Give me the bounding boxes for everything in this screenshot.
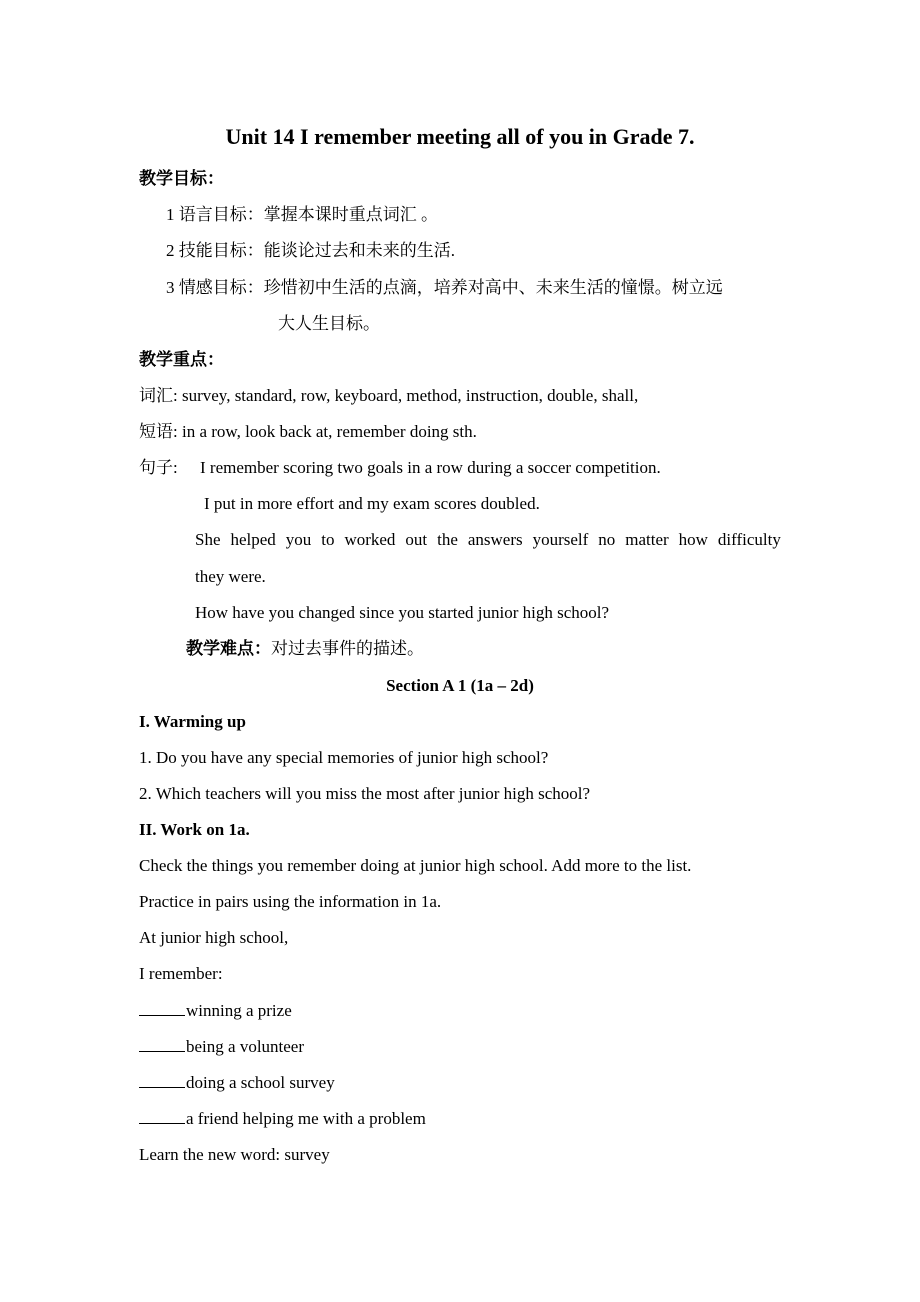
difficulty-line bbox=[186, 638, 424, 660]
warming-up-question: 2. Which teachers will you miss the most after junior high school? bbox=[139, 784, 591, 803]
sentence-item: I remember scoring two goals in a row during a soccer competition. bbox=[200, 458, 661, 477]
checklist-blank bbox=[139, 1072, 185, 1088]
document-title: Unit 14 I remember meeting all of you in Grade 7. bbox=[225, 124, 695, 149]
checklist-item bbox=[139, 1108, 426, 1130]
objective-item: 1 语言目标：掌握本课时重点词汇 。 bbox=[166, 205, 438, 224]
sentence-item-justified bbox=[195, 529, 781, 551]
sentence-word: how bbox=[678, 530, 708, 549]
sentence-word: the bbox=[437, 530, 458, 549]
sentence-word: out bbox=[405, 530, 428, 549]
sentence-word: yourself bbox=[532, 530, 589, 549]
work-on-line: Practice in pairs using the information in 1a. bbox=[139, 892, 442, 911]
sentences-label: 句子: bbox=[139, 458, 178, 477]
section-title: Section A 1 (1a – 2d) bbox=[386, 676, 534, 695]
vocab-line: 词汇: survey, standard, row, keyboard, method, instruction, double, shall, bbox=[139, 386, 639, 405]
sentence-word: to bbox=[321, 530, 335, 549]
warming-up-question: 1. Do you have any special memories of junior high school? bbox=[139, 748, 549, 767]
checklist-item-text: being a volunteer bbox=[186, 1037, 305, 1056]
checklist-blank bbox=[139, 1108, 185, 1124]
key-points-heading: 教学重点： bbox=[139, 350, 224, 369]
sentence-item: How have you changed since you started junior high school? bbox=[195, 603, 610, 622]
checklist-item bbox=[139, 1036, 304, 1058]
sentence-word: answers bbox=[467, 530, 523, 549]
checklist-item bbox=[139, 1072, 335, 1094]
warming-up-heading: I. Warming up bbox=[139, 712, 246, 731]
phrases-line: 短语: in a row, look back at, remember doing sth. bbox=[139, 422, 477, 441]
checklist-blank bbox=[139, 1000, 185, 1016]
sentence-word: matter bbox=[625, 530, 669, 549]
work-on-line: At junior high school, bbox=[139, 928, 289, 947]
work-on-line: Check the things you remember doing at junior high school. Add more to the list. bbox=[139, 856, 692, 875]
checklist-blank bbox=[139, 1036, 185, 1052]
checklist-item-text: winning a prize bbox=[186, 1001, 292, 1020]
sentence-word: helped bbox=[230, 530, 276, 549]
sentence-item-continued: they were. bbox=[195, 567, 266, 586]
sentence-word: worked bbox=[344, 530, 396, 549]
new-word-line: Learn the new word: survey bbox=[139, 1145, 330, 1164]
difficulty-text: 对过去事件的描述。 bbox=[271, 639, 424, 658]
objective-item: 2 技能目标：能谈论过去和未来的生活. bbox=[166, 241, 455, 260]
work-on-heading: II. Work on 1a. bbox=[139, 820, 250, 839]
sentence-item: I put in more effort and my exam scores doubled. bbox=[204, 494, 540, 513]
checklist-item-text: doing a school survey bbox=[186, 1073, 335, 1092]
sentence-word: She bbox=[195, 530, 221, 549]
sentence-word: you bbox=[285, 530, 312, 549]
checklist-item bbox=[139, 1000, 292, 1022]
sentence-word: no bbox=[598, 530, 616, 549]
work-on-line: I remember: bbox=[139, 964, 223, 983]
objectives-heading: 教学目标： bbox=[139, 169, 224, 188]
sentence-word: difficulty bbox=[717, 530, 781, 549]
difficulty-label: 教学难点： bbox=[186, 639, 271, 658]
objective-item-continued: 大人生目标。 bbox=[278, 314, 380, 333]
objective-item: 3 情感目标：珍惜初中生活的点滴，培养对高中、未来生活的憧憬。树立远 bbox=[166, 278, 723, 297]
checklist-item-text: a friend helping me with a problem bbox=[186, 1109, 426, 1128]
